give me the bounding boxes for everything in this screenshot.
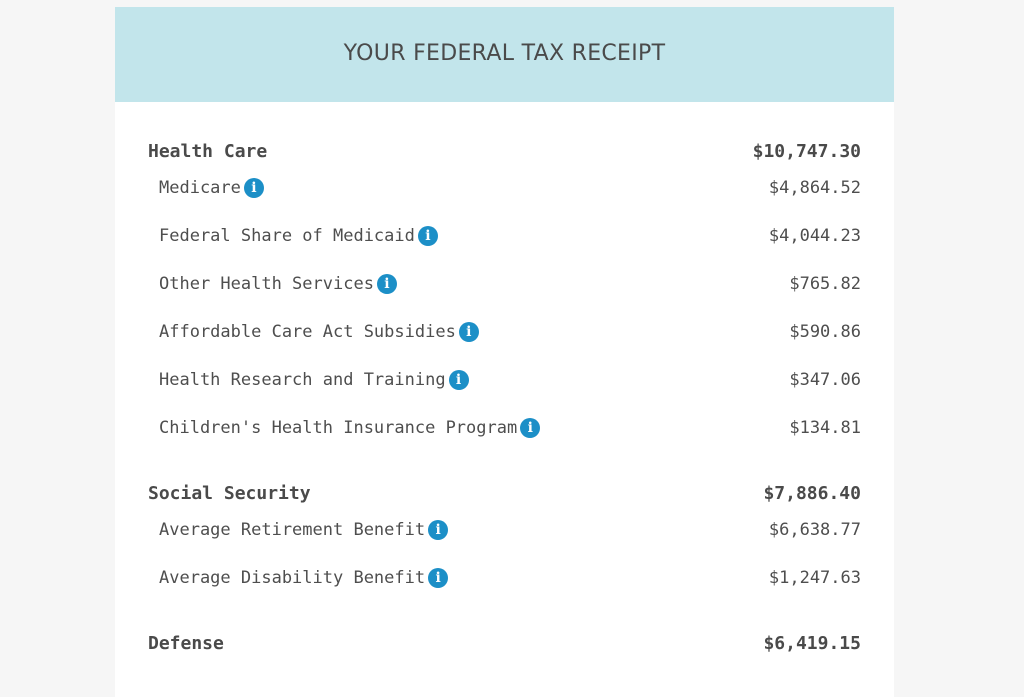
line-item-chip <box>148 404 861 452</box>
line-item-amount: $6,638.77 <box>768 520 861 540</box>
line-item-health-research <box>148 356 861 404</box>
info-icon[interactable]: i <box>428 568 448 588</box>
category-total: $7,886.40 <box>763 482 861 504</box>
line-item-label: Average Disability Benefit <box>159 568 426 588</box>
line-item-amount: $4,044.23 <box>768 226 861 246</box>
category-defense <box>148 630 861 656</box>
line-item-label: Federal Share of Medicaid <box>159 226 415 246</box>
category-name: Defense <box>148 632 224 654</box>
tax-receipt <box>115 7 894 697</box>
line-item-label: Affordable Care Act Subsidies <box>159 322 456 342</box>
info-icon[interactable]: i <box>520 418 540 438</box>
line-item-disability <box>148 554 861 602</box>
line-item-other-health <box>148 260 861 308</box>
page-title: YOUR FEDERAL TAX RECEIPT <box>343 41 666 66</box>
category-header <box>148 480 861 506</box>
info-icon[interactable]: i <box>244 178 264 198</box>
info-icon[interactable]: i <box>459 322 479 342</box>
receipt-body <box>115 102 894 656</box>
info-icon[interactable]: i <box>449 370 469 390</box>
line-item-medicare <box>148 164 861 212</box>
line-item-amount: $590.86 <box>789 322 861 342</box>
line-item-amount: $347.06 <box>789 370 861 390</box>
line-item-label: Other Health Services <box>159 274 374 294</box>
line-item-amount: $765.82 <box>789 274 861 294</box>
line-item-amount: $1,247.63 <box>768 568 861 588</box>
info-icon[interactable]: i <box>377 274 397 294</box>
category-total: $10,747.30 <box>752 140 861 162</box>
category-header <box>148 630 861 656</box>
line-item-label: Average Retirement Benefit <box>159 520 426 540</box>
category-social-security <box>148 480 861 602</box>
category-name: Social Security <box>148 482 311 504</box>
category-name: Health Care <box>148 140 268 162</box>
receipt-banner <box>115 7 894 102</box>
line-item-label: Medicare <box>159 178 241 198</box>
line-item-retirement <box>148 506 861 554</box>
line-item-label: Health Research and Training <box>159 370 446 390</box>
info-icon[interactable]: i <box>428 520 448 540</box>
line-item-aca <box>148 308 861 356</box>
category-health-care <box>148 138 861 452</box>
line-item-label: Children's Health Insurance Program <box>159 418 518 438</box>
line-item-amount: $134.81 <box>789 418 861 438</box>
info-icon[interactable]: i <box>418 226 438 246</box>
category-header <box>148 138 861 164</box>
category-total: $6,419.15 <box>763 632 861 654</box>
line-item-amount: $4,864.52 <box>768 178 861 198</box>
line-item-medicaid <box>148 212 861 260</box>
